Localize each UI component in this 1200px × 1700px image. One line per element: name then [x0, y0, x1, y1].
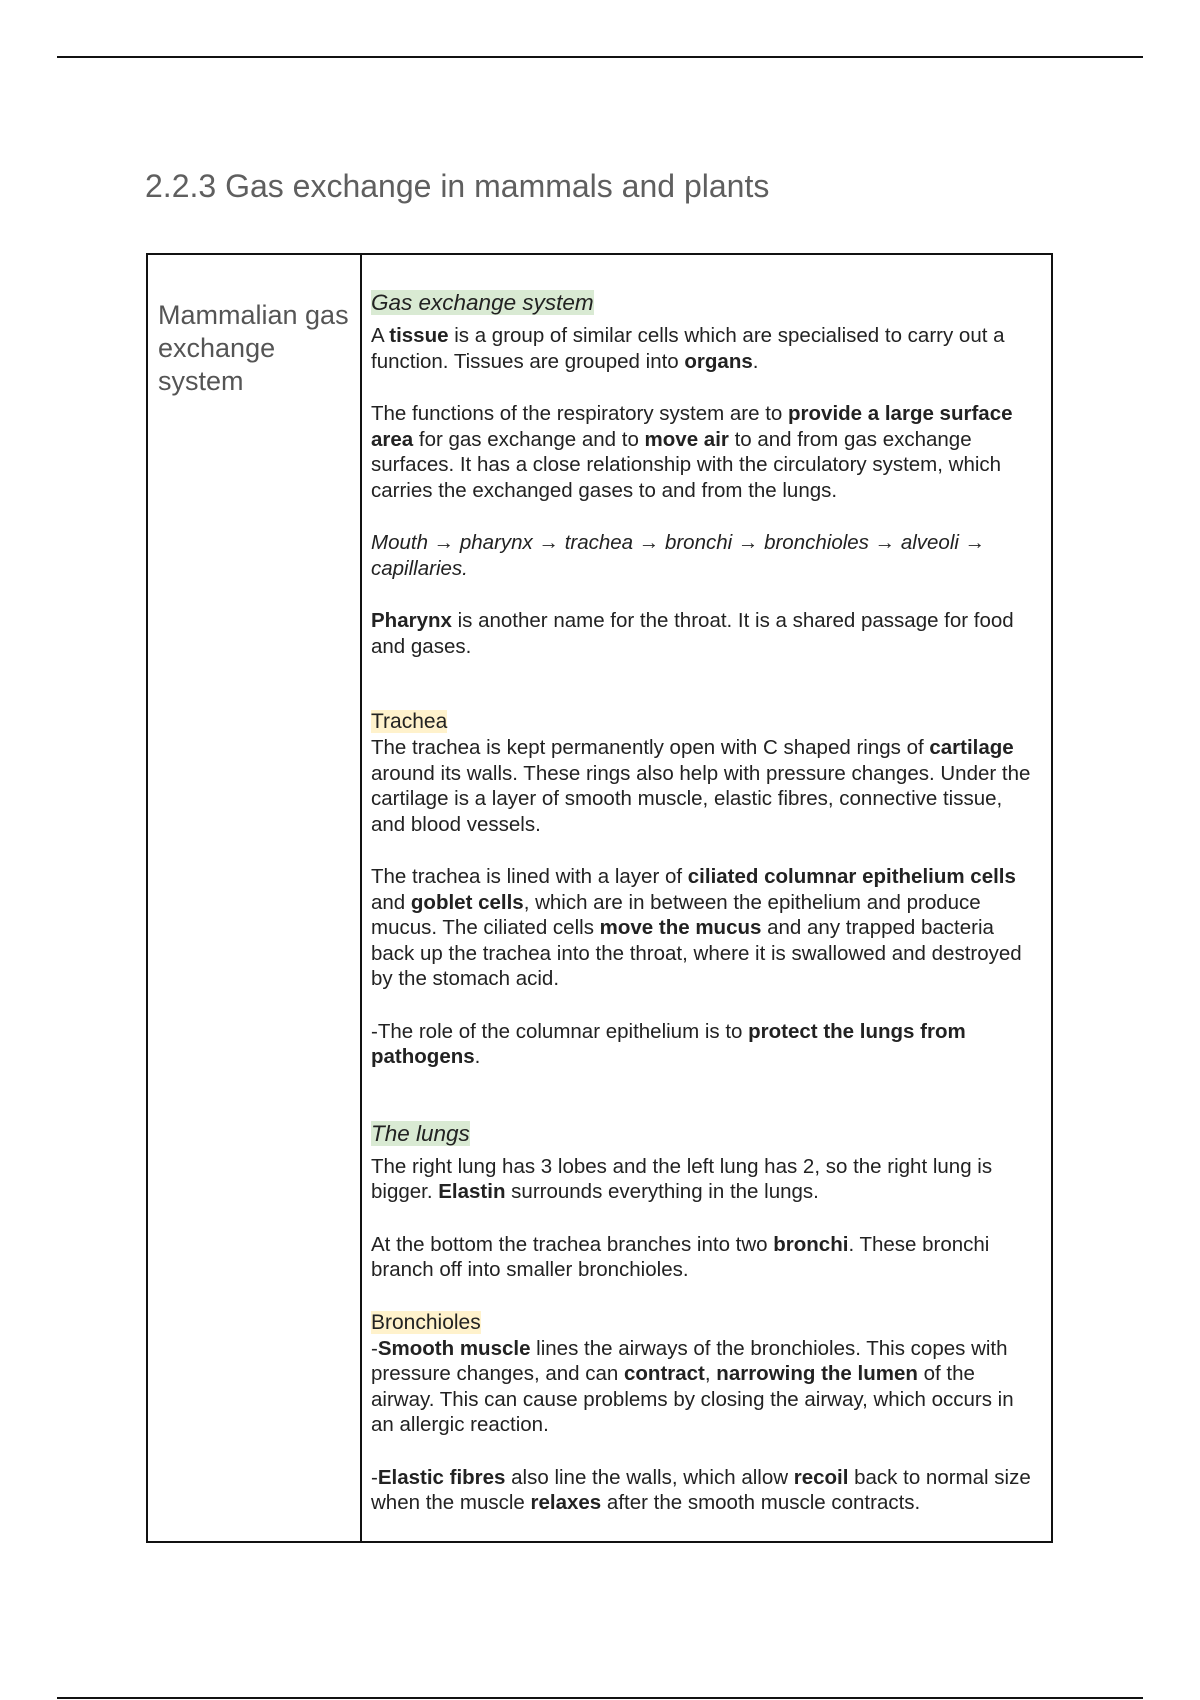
notes-table — [146, 253, 1053, 1543]
paragraph-trachea-lining: The trachea is lined with a layer of ciliated columnar epithelium cells and goblet cells, which are in between the epithelium and produce mucus. The ciliated cells move the mucus and any trapped bacteria back up the trachea into the throat, where it is swallowed and destroyed by the stomach acid. — [371, 865, 1022, 990]
paragraph-airway-pathway: Mouth → pharynx → trachea → bronchi → bronchioles → alveoli → capillaries. — [371, 531, 986, 580]
section-heading-lungs: The lungs — [371, 1120, 470, 1146]
section-heading-gas-exchange: Gas exchange system — [371, 290, 594, 315]
notes-column — [362, 255, 1051, 1541]
paragraph-trachea-cartilage: The trachea is kept permanently open with C shaped rings of cartilage around its walls. These rings also help with pressure changes. Under the cartilage is a layer of smooth muscle, elastic fibres, connective tissue, and blood vessels. — [371, 736, 1031, 836]
top-divider — [57, 56, 1143, 58]
paragraph-tissue: A tissue is a group of similar cells which are specialised to carry out a function. Tissues are grouped into organs. — [371, 324, 1005, 373]
section-heading-bronchioles: Bronchioles — [371, 1310, 481, 1334]
section-heading-trachea: Trachea — [371, 710, 448, 733]
paragraph-smooth-muscle: -Smooth muscle lines the airways of the bronchioles. This copes with pressure changes, and can contract, narrowing the lumen of the airway. This can cause problems by closing the airway, which occurs in an allergic reaction. — [371, 1336, 1014, 1436]
paragraph-bronchi: At the bottom the trachea branches into two bronchi. These bronchi branch off into smaller bronchioles. — [371, 1232, 990, 1281]
paragraph-elastic-fibres: -Elastic fibres also line the walls, which allow recoil back to normal size when the muscle relaxes after the smooth muscle contracts. — [371, 1465, 1031, 1514]
paragraph-respiratory-functions: The functions of the respiratory system are to provide a large surface area for gas exchange and to move air to and from gas exchange surfaces. It has a close relationship with the circulatory system, which carries the exchanged gases to and from the lungs. — [371, 402, 1013, 502]
paragraph-lung-lobes: The right lung has 3 lobes and the left lung has 2, so the right lung is bigger. Elastin surrounds everything in the lungs. — [371, 1154, 993, 1203]
topic-title: Mammalian gas exchange system — [158, 300, 349, 396]
page-title: 2.2.3 Gas exchange in mammals and plants — [145, 168, 770, 204]
topic-column — [148, 255, 362, 1541]
bottom-divider — [57, 1697, 1143, 1699]
paragraph-epithelium-role: -The role of the columnar epithelium is to protect the lungs from pathogens. — [371, 1019, 966, 1068]
paragraph-pharynx: Pharynx is another name for the throat. It is a shared passage for food and gases. — [371, 609, 1014, 658]
